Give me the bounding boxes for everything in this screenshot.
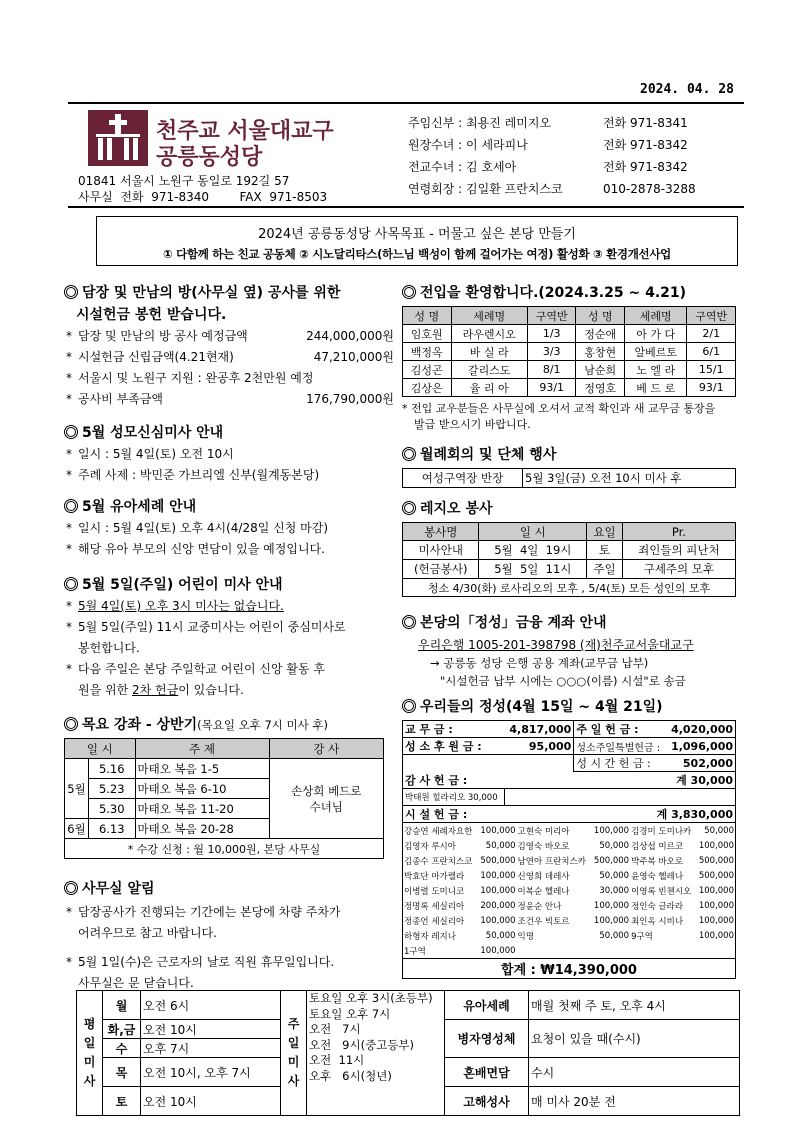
parish-name-1: 천주교 서울대교구 [156, 119, 334, 144]
list-item: * 5월 1일(수)은 근로자의 날로 직원 휴무일입니다. 사무실은 문 닫습니다. [64, 952, 394, 994]
section-bullet-icon [64, 499, 78, 513]
office-phone-line: 사무실 전화 971-8340 FAX 971-8503 [78, 190, 328, 204]
table-row: 5월 5.16 마태오 복음 1-5 손상희 베드로 수녀님 [65, 759, 384, 779]
address-line: 01841 서울시 노원구 동일로 192길 57 [78, 174, 290, 188]
list-item: * 일시 : 5월 4일(토) 오전 10시 [64, 444, 394, 465]
list-item: * 서울시 및 노원구 지원 : 완공후 2천만원 예정 [64, 368, 394, 389]
sunday-mass-times: 토요일 오후 3시(초등부) 토요일 오후 7시 오전 7시 오전 9시(중고등부) 오전 11시 오후 6시(청년) [307, 991, 445, 1116]
welcome-section: 전입을 환영합니다.(2024.3.25 ~ 4.21) 성 명 세례명 구역반 성 명 세례명 구역반 임호원 라우렌시오 1/3 정순애 아 가 다 2/1 백정옥 바 실 라 3/3 홍창현 알베르토 6/1 김성곤 갈리스도 8/1 남순희 노 엘 라 15/1 김상은 율 리 아 93/1 정영호 베 드 로 93/1 * 전입 교우분들은 사무실에 오셔서 교적 확인과 새 교무금 통장을 발급 받으시기 바랍니다. [402, 282, 738, 433]
section-bullet-icon [402, 447, 416, 461]
list-item: * 해당 유아 부모의 신앙 면담이 있을 예정입니다. [64, 539, 394, 560]
list-item: * 담장 및 만남의 방 공사 예정금액 244,000,000원 [64, 326, 394, 347]
section-bullet-icon [64, 717, 78, 731]
table-row: (헌금봉사) 5월 5일 11시 주일 구세주의 모후 [403, 560, 736, 579]
infant-baptism-section: 5월 유아세례 안내 * 일시 : 5월 4일(토) 오후 4시(4/28일 신청 마감) * 해당 유아 부모의 신앙 면담이 있을 예정입니다. [64, 496, 394, 560]
lecture-table: 일 시 주 제 강 사 5월 5.16 마태오 복음 1-5 손상희 베드로 수녀님 5.23 마태오 복음 6-10 5.30 마태오 복음 11-20 6월 6.13 마태오 복음 20-28 * 수강 신청 : 월 10,000원, 본당 사무실 [64, 738, 384, 859]
table-row: 강승연 세례자요한 100,000 고현숙 미리아 100,000 김경미 도미나카 50,000 [404, 825, 734, 837]
staff-row: 주임신부 : 최용진 레미지오 전화 971-8341 [408, 116, 688, 130]
list-item: * 5월 4일(토) 오후 3시 미사는 없습니다. [64, 596, 394, 617]
table-row: 김영자 루시아 50,000 김영숙 바오로 50,000 김상섭 미르코 100,000 [404, 840, 734, 852]
table-row: 임호원 라우렌시오 1/3 정순애 아 가 다 2/1 [403, 325, 736, 343]
table-row: 6월 6.13 마태오 복음 20-28 [65, 819, 384, 839]
section-bullet-icon [402, 615, 416, 629]
list-item: * 일시 : 5월 4일(토) 오후 4시(4/28일 신청 마감) [64, 518, 394, 539]
bulletin-date: 2024. 04. 28 [640, 82, 734, 97]
table-row: 박효단 마가렐라 100,000 신영희 데레사 50,000 윤영숙 헬레나 500,000 [404, 870, 734, 882]
children-mass-section: 5월 5일(주일) 어린이 미사 안내 * 5월 4일(토) 오후 3시 미사는 없습니다. * 5월 5일(주일) 11시 교중미사는 어린이 중심미사로 봉헌합니다. * 다음 주일은 본당 주일학교 어린이 신앙 활동 후 원을 위한 2차 헌금이 있습니다. [64, 574, 394, 701]
divider [68, 102, 744, 104]
marian-mass-section: 5월 성모신심미사 안내 * 일시 : 5월 4일(토) 오전 10시 * 주례 사제 : 박민준 가브리엘 신부(월계동본당) [64, 422, 394, 486]
section-bullet-icon [402, 699, 416, 713]
legio-section: 레지오 봉사 봉사명 일 시 요일 Pr. 미사안내 5월 4일 19시 토 죄인들의 피난처 (헌금봉사) 5월 5일 11시 주일 구세주의 모후 청소 4/30(화) 로사리오의 모후 , 5/4(토) 모든 성인의 모후 [402, 498, 738, 597]
parish-logo [88, 110, 348, 170]
table-row: 하형자 레지나 50,000 익명 50,000 9구역 100,000 [404, 930, 734, 942]
list-item: * 시설헌금 신립금액(4.21현재) 47,210,000원 [64, 347, 394, 368]
staff-row: 원장수녀 : 이 세라피나 전화 971-8342 [408, 138, 688, 152]
goal-subtitle: ① 다함께 하는 친교 공동체 ② 시노달리타스(하느님 백성이 함께 걸어가는 여정) 활성화 ③ 환경개선사업 [163, 247, 671, 261]
list-item: * 5월 5일(주일) 11시 교중미사는 어린이 중심미사로 봉헌합니다. [64, 617, 394, 659]
office-notice-section: 사무실 알림 * 담장공사가 진행되는 기간에는 본당에 차량 주차가 어려우므로 참고 바랍니다. * 5월 1일(수)은 근로자의 날로 직원 휴무일입니다. 사무실은 문 닫습니다. [64, 878, 394, 994]
goal-title: 2024년 공릉동성당 사목목표 - 머물고 싶은 본당 만들기 [258, 227, 576, 242]
staff-row: 전교수녀 : 김 호세아 전화 971-8342 [408, 160, 688, 174]
staff-row: 연령회장 : 김일환 프란치스코 010-2878-3288 [408, 182, 696, 196]
parish-name-2: 공릉동성당 [156, 145, 263, 170]
list-item: * 주례 사제 : 박민준 가브리엘 신부(월계동본당) [64, 465, 394, 486]
section-bullet-icon [402, 285, 416, 299]
list-item: * 다음 주일은 본당 주일학교 어린이 신앙 활동 후 원을 위한 2차 헌금이 있습니다. [64, 659, 394, 701]
section-bullet-icon [64, 881, 78, 895]
list-item: * 공사비 부족금액 176,790,000원 [64, 389, 394, 410]
table-row: 미사안내 5월 4일 19시 토 죄인들의 피난처 [403, 541, 736, 560]
section-bullet-icon [402, 501, 416, 515]
table-row: 백정옥 바 실 라 3/3 홍창현 알베르토 6/1 [403, 343, 736, 361]
table-row: 김종수 프란치스코 500,000 남연아 프란치스카 500,000 박주복 바오로 500,000 [404, 855, 734, 867]
table-row: 김상은 율 리 아 93/1 정영호 베 드 로 93/1 [403, 379, 736, 397]
construction-section: 담장 및 만남의 방(사무실 옆) 공사를 위한 시설헌금 봉헌 받습니다. * 담장 및 만남의 방 공사 예정금액 244,000,000원 * 시설헌금 신립금액(4.21현재) 47,210,000원 * 서울시 및 노원구 지원 : 완공후 2천만원 예정 * 공사비 부족금액 176,790,000원 [64, 282, 394, 410]
cathedral-logo-icon [88, 110, 148, 166]
welcome-table: 성 명 세례명 구역반 성 명 세례명 구역반 임호원 라우렌시오 1/3 정순애 아 가 다 2/1 백정옥 바 실 라 3/3 홍창현 알베르토 6/1 김성곤 갈리스도 8/1 남순희 노 엘 라 15/1 김상은 율 리 아 93/1 정영호 베 드 로 93/1 [402, 306, 736, 397]
table-row: 5.23 마태오 복음 6-10 [65, 779, 384, 799]
offering-table: 교 무 금 : 4,817,000 주 일 헌 금 : 4,020,000 성 소 후 원 금 : 95,000 성소주일특별헌금 : 1,096,000 성 시 간 헌 금 : 502,000 감 사 헌 금 : 계 30,000 박태원 힐라리오 30,000 시 설 헌 금 : 계 3,830,000 강승연 세례자요한 100,000 고현숙 미리아 100,000 김경미 도미나카 50,000 김영자 루시아 50,000 김영숙 바오로 50,000 김상섭 미르코 100,000 김종수 프란치스코 500,000 남연아 프란치스카 500,000 박주복 바오로 500,000 박효단 마가렐라 100,000 신영희 데레사 50,000 윤영숙 헬레나 500,000 이병렬 도미니코 100,000 이복순 헬레나 30,000 이영록 빈첸시오 100,000 정명록 세실리아 200,000 정윤순 안나 100,000 정인숙 글라라 100,000 정종언 세실리아 100,000 조건우 빅토르 100,000 최인옥 시비나 100,000 하형자 레지나 50,000 익명 50,000 9구역 100,000 1구역 100,000 합계 : ₩14,390,000 [404, 722, 734, 978]
mass-schedule-table: 평일미사 월 오전 6시 주일미사 토요일 오후 3시(초등부) 토요일 오후 7시 오전 7시 오전 9시(중고등부) 오전 11시 오후 6시(청년) 유아세례 매월 첫째 주 토, 오후 4시 화,금 오전 10시 병자영성체 요청이 있을 때(수시) 수 오후 7시 목 오전 10시, 오후 7시 혼배면담 수시 토 오전 10시 고해성사 매 미사 20분 전 [76, 990, 740, 1116]
donor-list [403, 823, 735, 958]
table-row: 정종언 세실리아 100,000 조건우 빅토르 100,000 최인옥 시비나 100,000 [404, 915, 734, 927]
list-item: * 담장공사가 진행되는 기간에는 본당에 차량 주차가 어려우므로 참고 바랍니다. [64, 902, 394, 944]
table-row: 정명록 세실리아 200,000 정윤순 안나 100,000 정인숙 글라라 100,000 [404, 900, 734, 912]
meeting-section: 월례회의 및 단체 행사 여성구역장 반장 5월 3일(금) 오전 10시 미사 후 [402, 444, 738, 488]
table-row: 1구역 100,000 [404, 945, 516, 957]
offering-total: 합계 : ₩14,390,000 [403, 959, 736, 979]
section-bullet-icon [64, 425, 78, 439]
pastoral-goal-box [96, 216, 738, 266]
lecture-section: 목요 강좌 - 상반기(목요일 오후 7시 미사 후) 일 시 주 제 강 사 5월 5.16 마태오 복음 1-5 손상희 베드로 수녀님 5.23 마태오 복음 6-10 5.30 마태오 복음 11-20 6월 6.13 마태오 복음 20-28 * 수강 신청 : 월 10,000원, 본당 사무실 [64, 714, 394, 859]
divider [68, 206, 744, 208]
bank-account: 우리은행 1005-201-398798 (재)천주교서울대교구 [418, 638, 694, 652]
table-row: 5.30 마태오 복음 11-20 [65, 799, 384, 819]
table-row: 이병렬 도미니코 100,000 이복순 헬레나 30,000 이영록 빈첸시오 100,000 [404, 885, 734, 897]
account-section: 본당의「정성」금융 계좌 안내 우리은행 1005-201-398798 (재)천주교서울대교구 → 공릉동 성당 은행 공용 계좌(교무금 납부) "시설헌금 납부 시에는 ○○○(이름) 시설"로 송금 [402, 612, 738, 689]
table-row: 김성곤 갈리스도 8/1 남순희 노 엘 라 15/1 [403, 361, 736, 379]
meeting-table: 여성구역장 반장 5월 3일(금) 오전 10시 미사 후 [402, 468, 736, 488]
section-bullet-icon [64, 285, 78, 299]
section-bullet-icon [64, 577, 78, 591]
offering-section: 우리들의 정성(4월 15일 ~ 4월 21일) 교 무 금 : 4,817,000 주 일 헌 금 : 4,020,000 성 소 후 원 금 : 95,000 성소주일특별헌금 : 1,096,000 성 시 간 헌 금 : 502,000 감 사 헌 금 : 계 30,000 박태원 힐라리오 30,000 시 설 헌 금 : 계 3,830,000 강승연 세례자요한 100,000 고현숙 미리아 100,000 김경미 도미나카 50,000 김영자 루시아 50,000 김영숙 바오로 50,000 김상섭 미르코 100,000 김종수 프란치스코 500,000 남연아 프란치스카 500,000 박주복 바오로 500,000 박효단 마가렐라 100,000 신영희 데레사 50,000 윤영숙 헬레나 500,000 이병렬 도미니코 100,000 이복순 헬레나 30,000 이영록 빈첸시오 100,000 정명록 세실리아 200,000 정윤순 안나 100,000 정인숙 글라라 100,000 정종언 세실리아 100,000 조건우 빅토르 100,000 최인옥 시비나 100,000 하형자 레지나 50,000 익명 50,000 9구역 100,000 1구역 100,000 합계 : ₩14,390,000 [404, 699, 734, 978]
legio-table: 봉사명 일 시 요일 Pr. 미사안내 5월 4일 19시 토 죄인들의 피난처 (헌금봉사) 5월 5일 11시 주일 구세주의 모후 청소 4/30(화) 로사리오의 모후 , 5/4(토) 모든 성인의 모후 [402, 522, 736, 597]
